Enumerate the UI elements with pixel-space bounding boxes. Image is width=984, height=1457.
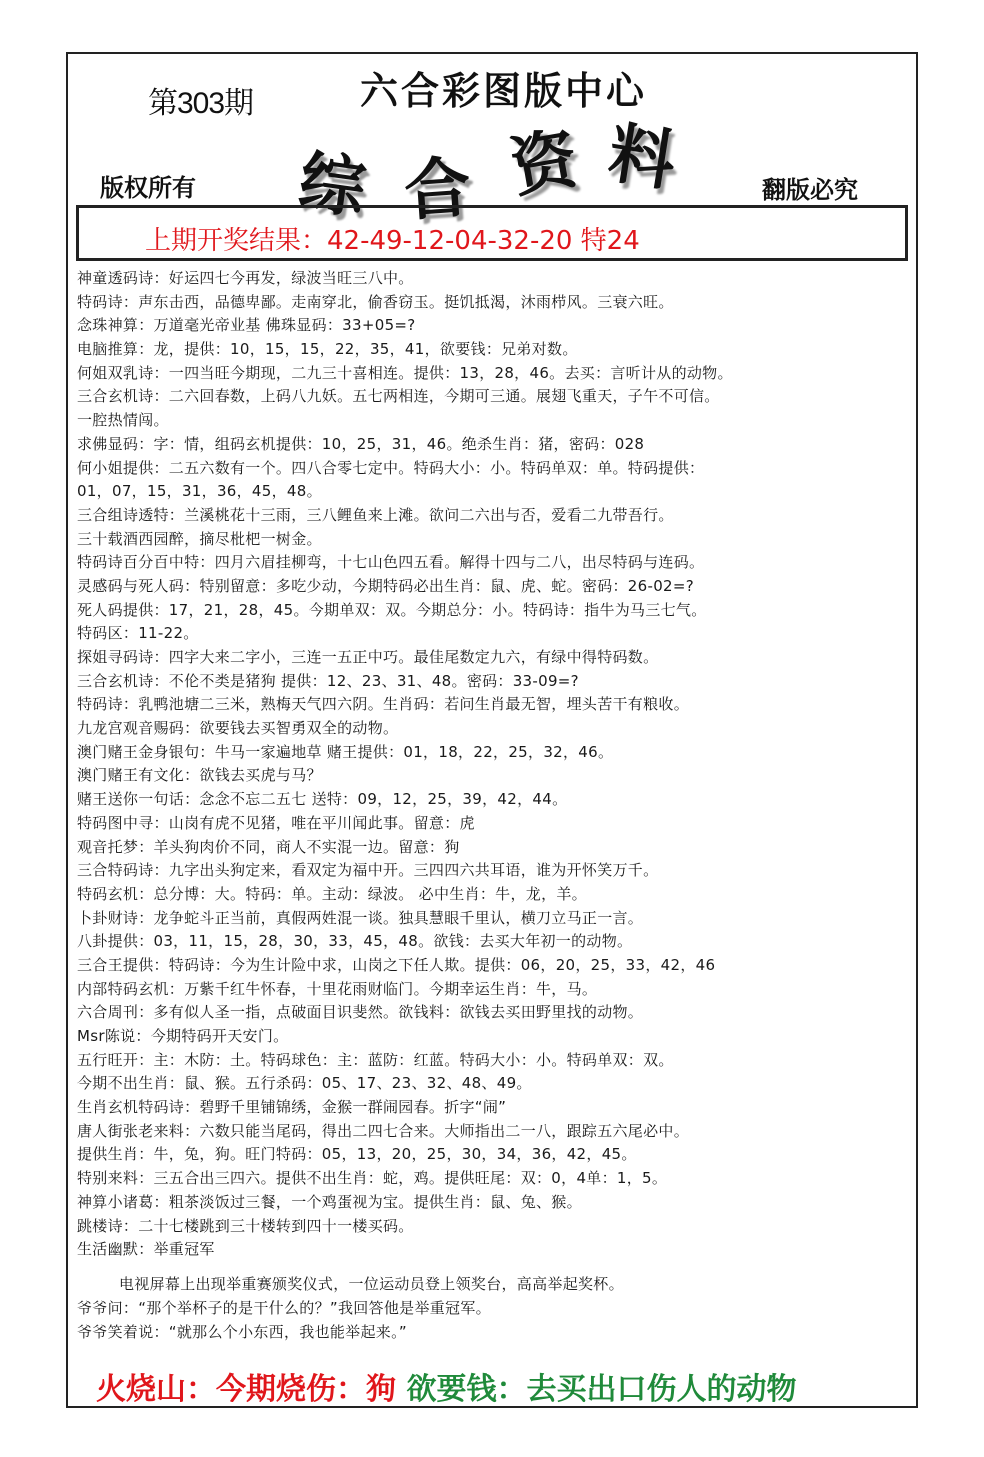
big-title	[294, 110, 700, 231]
content-lines	[77, 267, 913, 1262]
content-line: 特码图中寻：山岗有虎不见猪，唯在平川闻此事。留意：虎	[77, 813, 475, 832]
content-line: 念珠神算：万道毫光帝业基 佛珠显码：33+05=?	[77, 316, 416, 335]
center-title: 六合彩图版中心	[360, 69, 648, 113]
content-line: 三合玄机诗：二六回春数，上码八九妖。五七两相连，今期可三通。展翅飞重天，子午不可信。	[77, 387, 720, 406]
content-line: 跳楼诗：二十七楼跳到三十楼转到四十一楼买码。	[77, 1216, 414, 1235]
content-line: 灵感码与死人码：特别留意：多吃少动，今期特码必出生肖：鼠、虎、蛇。密码：26-02=?	[77, 576, 695, 595]
content-line: 三合组诗透特：兰溪桃花十三雨，三八鲤鱼来上滩。欲问二六出与否，爱看二九带吾行。	[77, 505, 674, 524]
content-line: 六合周刊：多有似人圣一指，点破面目识斐然。欲钱料：欲钱去买田野里找的动物。	[77, 1003, 644, 1022]
big-title-char: 资	[504, 118, 584, 208]
content-line: 三合玄机诗：不伦不类是猪狗 提供：12、23、31、48。密码：33-09=?	[77, 671, 579, 690]
content-line: 何姐双乳诗：一四当旺今期现，二九三十喜相连。提供：13，28，46。去买：言听计从的动物。	[77, 363, 733, 382]
content-line: 九龙宫观音赐码：欲要钱去买智勇双全的动物。	[77, 719, 399, 738]
result-box	[76, 205, 908, 261]
content-line: 神童透码诗：好运四七今再发，绿波当旺三八中。	[77, 269, 414, 287]
content-line: 观音托梦：羊头狗肉价不同，商人不实混一边。留意：狗	[77, 837, 460, 856]
story-line: 爷爷笑着说：“就那么个小东西，我也能举起来。”	[77, 1323, 407, 1341]
content-line: 八卦提供：03，11，15，28，30，33，45，48。欲钱：去买大年初一的动物。	[77, 932, 633, 951]
issue-number: 第303期	[148, 87, 254, 120]
content-line: 三合特码诗：九字出头狗定来，看双定为福中开。三四四六共耳语，谁为开怀笑万千。	[77, 861, 659, 880]
content-line: 特码诗：乳鸭池塘二三米，熟梅天气四六阴。生肖码：若问生肖最无智，埋头苦干有粮收。	[77, 695, 690, 714]
content-line: 赌王送你一句话：念念不忘二五七 送特：09，12，25，39，42，44。	[77, 790, 568, 809]
content-line: 澳门赌王有文化：欲钱去买虎与马？	[77, 766, 322, 785]
content-line: 特码诗百分百中特：四月六眉挂柳弯，十七山色四五看。解得十四与二八，出尽特码与连码。	[77, 553, 705, 572]
content-line: 电脑推算：龙，提供：10，15，15，22，35，41，欲要钱：兄弟对数。	[77, 340, 578, 359]
content-line: 卜卦财诗：龙争蛇斗正当前，真假两姓混一谈。独具慧眼千里认，横刀立马正一言。	[77, 908, 644, 927]
content-line: Msr陈说：今期特码开天安门。	[77, 1027, 289, 1045]
copyright-right: 翻版必究	[762, 176, 858, 204]
content-line: 神算小诸葛：粗茶淡饭过三餐，一个鸡蛋视为宝。提供生肖：鼠、兔、猴。	[77, 1192, 582, 1211]
content-line: 特别来料：三五合出三四六。提供不出生肖：蛇，鸡。提供旺尾：双：0，4单：1，5。	[77, 1169, 668, 1188]
content-line: 死人码提供：17，21，28，45。今期单双：双。今期总分：小。特码诗：指牛为马三七气。	[77, 600, 707, 619]
content-line: 求佛显码：字：情，组码玄机提供：10，25，31，46。绝杀生肖：猪，密码：028	[77, 434, 645, 453]
content-line: 五行旺开：主：木防：土。特码球色：主：蓝防：红蓝。特码大小：小。特码单双：双。	[77, 1050, 674, 1069]
footer-green-text: 欲要钱：去买出口伤人的动物	[396, 1372, 797, 1407]
content-line: 探姐寻码诗：四字大来二字小，三连一五正中巧。最佳尾数定九六，有绿中得特码数。	[77, 648, 659, 666]
content-line: 一腔热情闯。	[77, 411, 169, 430]
content-line: 特码区：11-22。	[77, 624, 199, 643]
content-line: 何小姐提供：二五六数有一个。四八合零七定中。特码大小：小。特码单双：单。特码提供：	[77, 458, 705, 477]
content-line: 生活幽默：举重冠军	[77, 1240, 215, 1259]
copyright-left: 版权所有	[100, 174, 196, 202]
big-title-char: 料	[603, 113, 681, 201]
content-line: 今期不出生肖：鼠、猴。五行杀码：05、17、23、32、48、49。	[77, 1074, 532, 1093]
story-line: 爷爷问：“那个举杯子的是干什么的？”我回答他是举重冠军。	[77, 1299, 491, 1317]
content-line: 提供生肖：牛，兔，狗。旺门特码：05，13，20，25，30，34，36，42，45。	[77, 1145, 637, 1164]
content-line: 生肖玄机特码诗：碧野千里铺锦绣，金猴一群闹园春。折字“闹”	[77, 1098, 507, 1117]
content-line: 01，07，15，31，36，45，48。	[77, 482, 322, 501]
footer-banner	[96, 1364, 796, 1408]
content-line: 三合王提供：特码诗：今为生计险中求，山岗之下任人欺。提供：06，20，25，33，42，46	[77, 955, 716, 974]
content-line: 唐人街张老来料：六数只能当尾码，得出二四七合来。大师指出二一八，跟踪五六尾必中。	[77, 1121, 690, 1140]
content-line: 特码玄机：总分博：大。特码：单。主动：绿波。 必中生肖：牛，龙，羊。	[77, 884, 587, 903]
big-title-char: 合	[401, 147, 474, 231]
footer-red-text: 火烧山：今期烧伤：狗	[96, 1372, 396, 1407]
story-block	[77, 1272, 913, 1344]
big-title-char: 综	[294, 141, 371, 229]
content-line: 澳门赌王金身银句：牛马一家遍地草 赌王提供：01，18，22，25，32，46。	[77, 742, 614, 761]
story-line: 电视屏幕上出现举重赛颁奖仪式，一位运动员登上领奖台，高高举起奖杯。	[119, 1275, 624, 1293]
content-line: 三十载酒西园醉，摘尽枇杷一树金。	[77, 529, 322, 548]
result-text: 上期开奖结果：42-49-12-04-32-20 特24	[145, 226, 640, 256]
content-line: 特码诗：声东击西，品德卑鄙。走南穿北，偷香窃玉。挺饥抵渴，沐雨栉风。三衰六旺。	[77, 292, 674, 311]
content-line: 内部特码玄机：万紫千红牛怀春，十里花雨财临门。今期幸运生肖：牛，马。	[77, 979, 598, 998]
